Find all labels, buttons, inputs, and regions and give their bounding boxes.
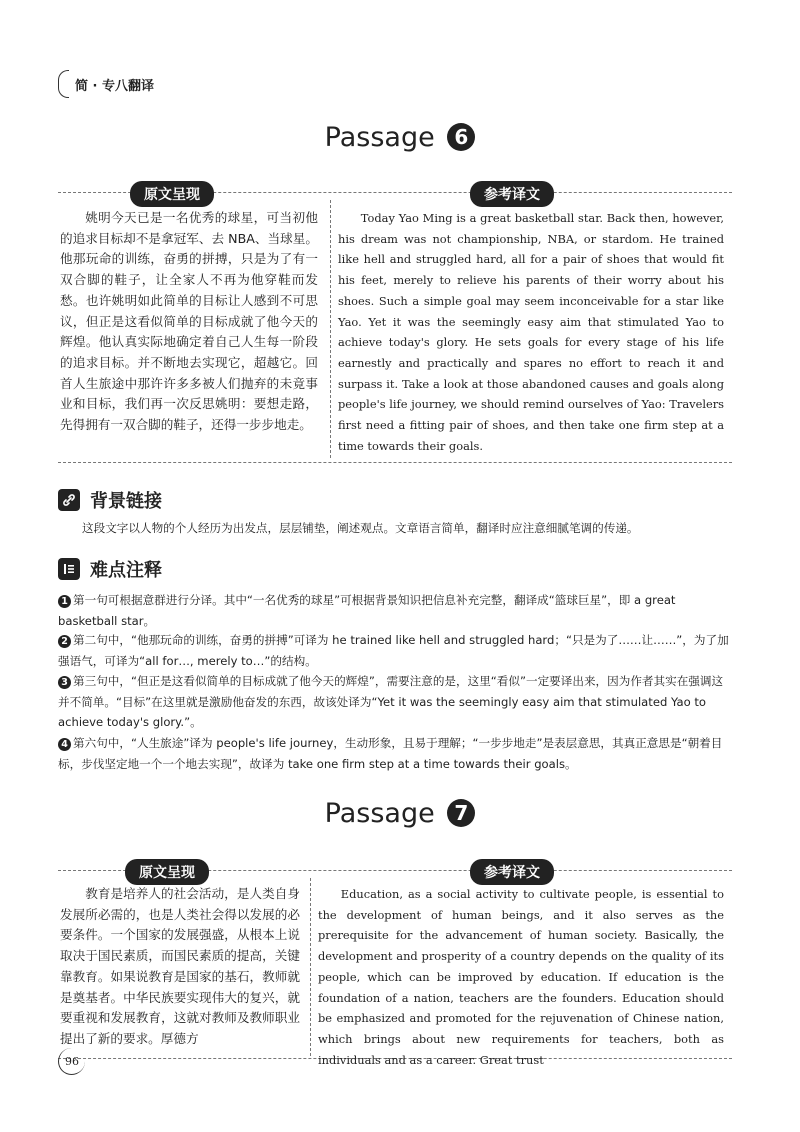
book-header (58, 68, 154, 100)
source-tag: 原文呈现 (130, 181, 214, 207)
passage-title-text: Passage (324, 122, 435, 153)
divider-line (58, 462, 732, 463)
page-number: 96 (58, 1048, 85, 1075)
note-text: 第二句中，“他那玩命的训练，奋勇的拼搏”可译为 he trained like hell and struggled hard；“只是为了……让……”，为了加强语气，可译为“all for…, merely to…”的结构。 (58, 633, 729, 668)
translation-text: Today Yao Ming is a great basketball star. Back then, however, his dream was not championship, NBA, or stardom. He trained like hell and struggled hard, all for a pair of shoes that would fit his feet, merely to relieve his parents of their worry about his shoes. Such a simple goal may seem inconceivable for a star like Yao. Yet it was the seemingly easy aim that stimulated Yao to achieve today's glory. He sets goals for every stage of his life earnestly and practically and spares no effort to reach it and surpass it. Take a look at those abandoned causes and goals along people's life journey, we should remind ourselves of Yao: Travelers first need a fitting pair of shoes, and then take one firm step at a time towards their goals. (338, 211, 724, 453)
note-item (58, 733, 732, 774)
list-icon (58, 558, 80, 580)
note-text: 第六句中，“人生旅途”译为 people's life journey，生动形象，且易于理解；“一步步地走”是表层意思，其真正意思是“朝着目标，步伐坚定地一个一个地去实现”，故译为 take one firm step at a time towards their goals。 (58, 736, 723, 771)
background-title: 背景链接 (90, 491, 162, 512)
passage-number-badge: 7 (447, 799, 475, 827)
notes-heading (58, 556, 162, 582)
column-divider (330, 200, 331, 458)
note-number-badge: 1 (58, 595, 71, 608)
note-number-badge: 3 (58, 676, 71, 689)
passage-title-text: Passage (324, 798, 435, 829)
passage-number-badge: 6 (447, 123, 475, 151)
note-item (58, 630, 732, 671)
note-text: 第一句可根据意群进行分译。其中“一名优秀的球星”可根据背景知识把信息补充完整，翻译成“篮球巨星”，即 a great basketball star。 (58, 593, 676, 628)
header-label: 简 · 专八翻译 (75, 78, 154, 94)
note-item (58, 671, 732, 733)
note-number-badge: 4 (58, 738, 71, 751)
reference-tag: 参考译文 (470, 859, 554, 885)
link-icon (58, 489, 80, 511)
background-text: 这段文字以人物的个人经历为出发点，层层铺垫，阐述观点。文章语言简单，翻译时应注意细腻笔调的传递。 (82, 521, 639, 535)
note-text: 第三句中，“但正是这看似简单的目标成就了他今天的辉煌”，需要注意的是，这里“看似”一定要译出来，因为作者其实在强调这并不简单。“目标”在这里就是激励他奋发的东西，故该处译为“Yet it was the seemingly easy aim that stimulated Yao to achieve today's glory.”。 (58, 674, 724, 729)
source-text: 教育是培养人的社会活动，是人类自身发展所必需的，也是人类社会得以发展的必要条件。一个国家的发展强盛，从根本上说取决于国民素质，而国民素质的提高，关键靠教育。如果说教育是国家的基石，教师就是奠基者。中华民族要实现伟大的复兴，就要重视和发展教育，这就对教师及教师职业提出了新的要求。厚德方 (60, 886, 300, 1046)
source-text: 姚明今天已是一名优秀的球星，可当初他的追求目标却不是拿冠军、去 NBA、当球星。他那玩命的训练，奋勇的拼搏，只是为了有一双合脚的鞋子，让全家人不再为他穿鞋而发愁。也许姚明如此简单的目标让人感到不可思议，但正是这看似简单的目标成就了他今天的辉煌。他认真实际地确定着自己人生每一阶段的追求目标。并不断地去实现它，超越它。回首人生旅途中那许许多多被人们抛弃的未竟事业和目标，我们再一次反思姚明：要想走路，先得拥有一双合脚的鞋子，还得一步步地走。 (60, 210, 318, 433)
translation-text: Education, as a social activity to cultivate people, is essential to the development of human beings, and it also serves as the prerequisite for the advancement of human society. Basically, the development and prosperity of a country depends on the quality of its people, which can be improved by education. If education is the foundation of a nation, teachers are the founders. Education should be emphasized and promoted for the rejuvenation of Chinese nation, which brings about new requirements for teachers, both as individuals and as a career. Great trust (318, 887, 724, 1067)
reference-tag: 参考译文 (470, 181, 554, 207)
passage-6-title (0, 122, 800, 153)
source-tag: 原文呈现 (125, 859, 209, 885)
column-divider (310, 878, 311, 1056)
note-item (58, 590, 732, 631)
header-bracket (58, 70, 69, 98)
notes-title: 难点注释 (90, 560, 162, 581)
background-heading (58, 487, 162, 513)
note-number-badge: 2 (58, 635, 71, 648)
passage-7-title (0, 798, 800, 829)
